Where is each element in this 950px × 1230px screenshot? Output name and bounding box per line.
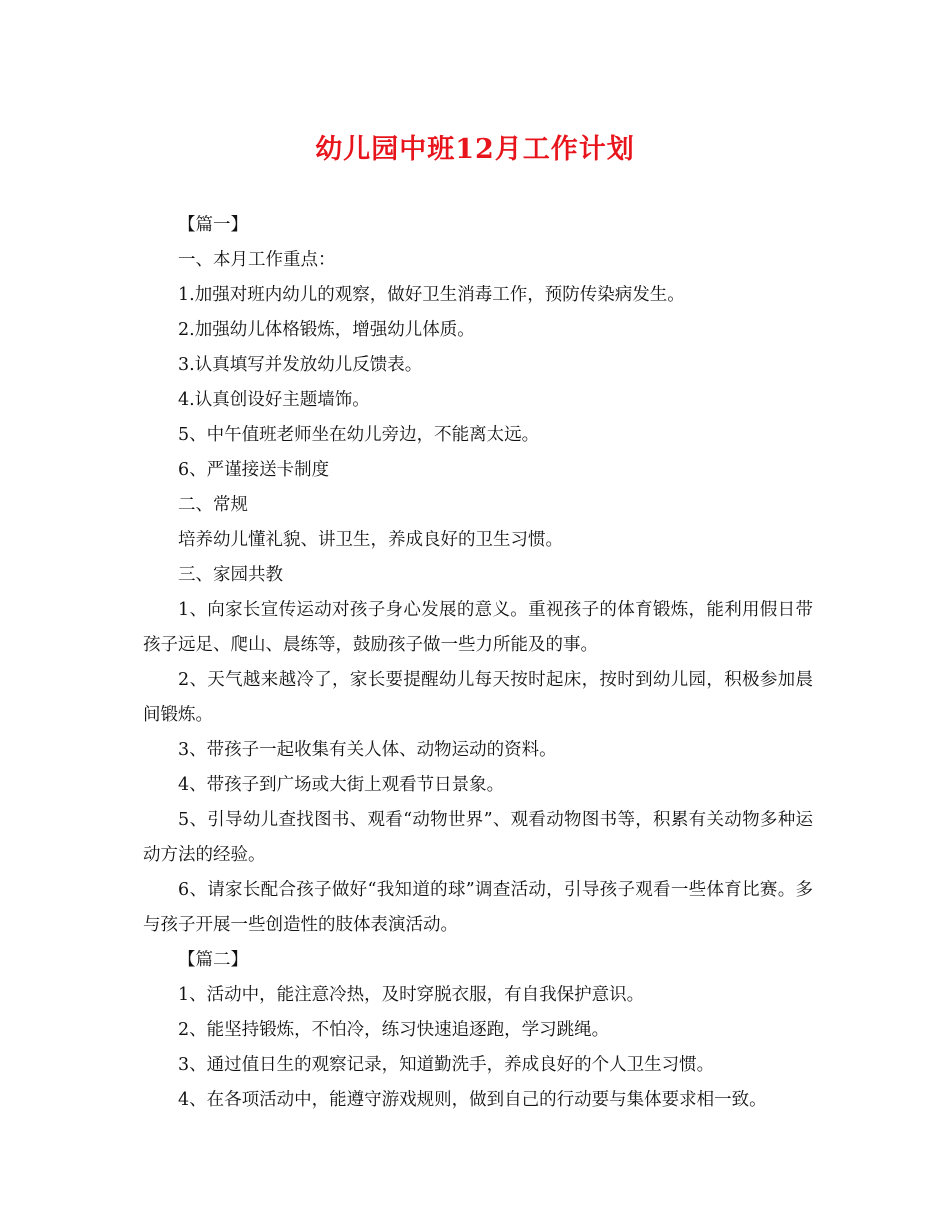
list-item: 2、能坚持锻炼，不怕冷，练习快速追逐跑，学习跳绳。: [178, 1020, 610, 1040]
list-item: 6、严谨接送卡制度: [178, 460, 330, 480]
heading-routine: 二、常规: [178, 495, 248, 515]
section-heading-part-two: 【篇二】: [178, 950, 248, 970]
list-item: 2、天气越来越冷了，家长要提醒幼儿每天按时起床，按时到幼儿园，积极参加晨间锻炼。: [143, 670, 813, 725]
document-body: [143, 208, 813, 1118]
list-item: 1、活动中，能注意冷热，及时穿脱衣服，有自我保护意识。: [178, 985, 645, 1005]
list-item: 4、在各项活动中，能遵守游戏规则，做到自己的行动要与集体要求相一致。: [178, 1090, 767, 1110]
list-item: 3、通过值日生的观察记录，知道勤洗手，养成良好的个人卫生习惯。: [178, 1055, 715, 1075]
list-item: 1、向家长宣传运动对孩子身心发展的意义。重视孩子的体育锻炼，能利用假日带孩子远足、爬山、晨练等，鼓励孩子做一些力所能及的事。: [143, 600, 813, 655]
list-item: 2.加强幼儿体格锻炼，增强幼儿体质。: [178, 320, 475, 340]
list-item: 6、请家长配合孩子做好“我知道的球”调查活动，引导孩子观看一些体育比赛。多与孩子开展一些创造性的肢体表演活动。: [143, 880, 813, 935]
list-item: 4、带孩子到广场或大街上观看节日景象。: [178, 775, 505, 795]
list-item: 1.加强对班内幼儿的观察，做好卫生消毒工作，预防传染病发生。: [178, 285, 685, 305]
paragraph: 培养幼儿懂礼貌、讲卫生，养成良好的卫生习惯。: [178, 530, 563, 550]
heading-home-school: 三、家园共教: [178, 565, 283, 585]
document-title: 幼儿园中班12月工作计划: [315, 134, 635, 165]
list-item: 3、带孩子一起收集有关人体、动物运动的资料。: [178, 740, 557, 760]
list-item: 4.认真创设好主题墙饰。: [178, 390, 370, 410]
heading-monthly-focus: 一、本月工作重点：: [178, 250, 336, 270]
section-heading-part-one: 【篇一】: [178, 215, 248, 235]
list-item: 3.认真填写并发放幼儿反馈表。: [178, 355, 423, 375]
list-item: 5、引导幼儿查找图书、观看“动物世界”、观看动物图书等，积累有关动物多种运动方法的经验。: [143, 810, 813, 865]
list-item: 5、中午值班老师坐在幼儿旁边，不能离太远。: [178, 425, 540, 445]
